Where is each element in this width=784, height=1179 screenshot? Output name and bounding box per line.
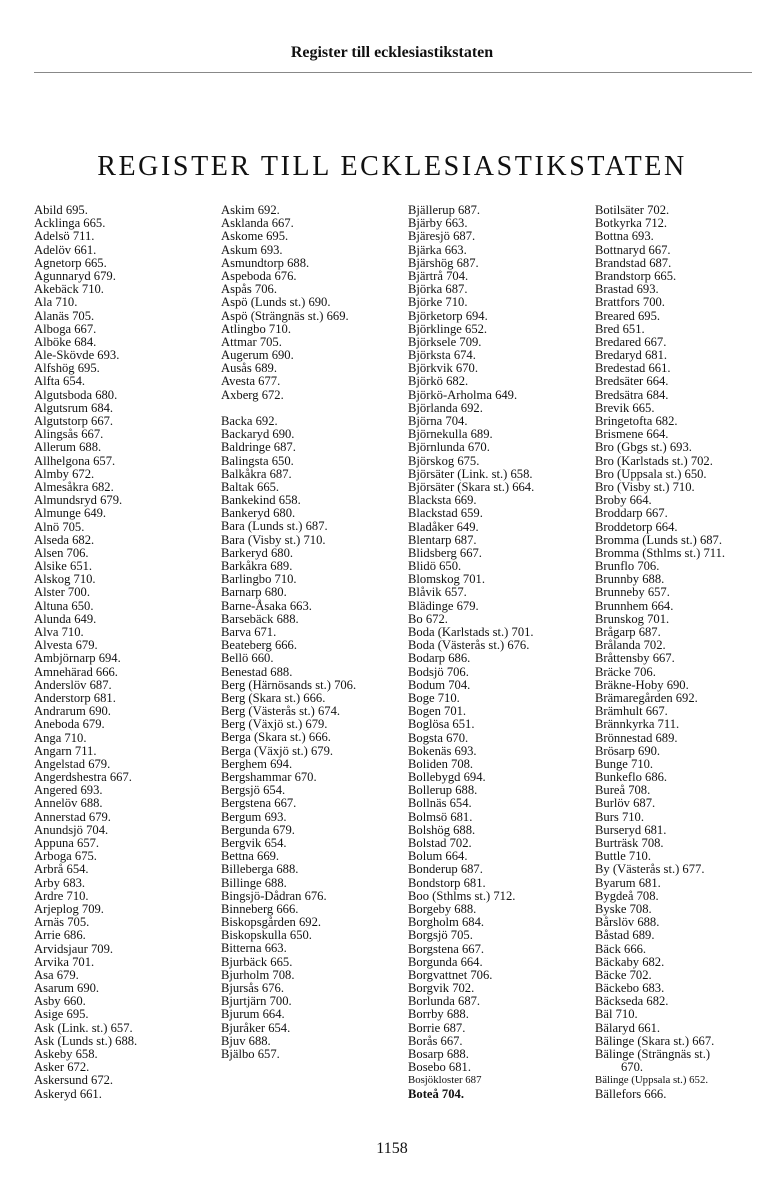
- index-entry: Almundsryd 679.: [34, 493, 123, 508]
- index-entry: Alseda 682.: [34, 532, 95, 547]
- index-entry: Björklinge 652.: [408, 321, 488, 336]
- index-entry: Beateberg 666.: [221, 638, 298, 653]
- index-entry: Burseryd 681.: [595, 822, 667, 837]
- index-entry: Bälinge (Uppsala st.) 652.: [595, 1074, 709, 1087]
- index-entry: Blädinge 679.: [408, 598, 479, 613]
- index-entry: Boge 710.: [408, 690, 460, 705]
- index-entry: Björka 687.: [408, 282, 468, 297]
- index-entry: Askim 692.: [221, 203, 280, 217]
- index-entry: Berg (Västerås st.) 674.: [221, 704, 341, 719]
- index-entry: Bingsjö-Dådran 676.: [221, 888, 327, 903]
- index-entry: Alböke 684.: [34, 334, 97, 349]
- index-entry: Borgsjö 705.: [408, 928, 473, 943]
- index-entry: Boliden 708.: [408, 756, 474, 771]
- index-entry: Bolum 664.: [408, 849, 468, 864]
- index-entry: Björnekulla 689.: [408, 427, 493, 442]
- index-entry: Bro (Visby st.) 710.: [595, 479, 695, 494]
- index-entry: Bjärtrå 704.: [408, 268, 469, 283]
- index-entry: Arby 683.: [34, 875, 86, 890]
- index-entry: Angelstad 679.: [34, 756, 111, 771]
- index-entry: Blidsberg 667.: [408, 545, 482, 560]
- index-entry: Baltak 665.: [221, 479, 280, 494]
- index-entry: Bälinge (Strängnäs st.): [595, 1047, 711, 1061]
- index-entry: Bjällerup 687.: [408, 203, 481, 217]
- index-entry: Bonderup 687.: [408, 862, 483, 877]
- index-column-4: [595, 204, 725, 1101]
- index-entry: Bergsjö 654.: [221, 783, 286, 798]
- index-entry: Brålanda 702.: [595, 638, 666, 653]
- index-entry: Bo 672.: [408, 611, 448, 626]
- index-entry: Barne-Åsaka 663.: [221, 598, 312, 613]
- index-entry: Björsäter (Link. st.) 658.: [408, 466, 533, 481]
- index-entry: Brandstad 687.: [595, 255, 672, 270]
- index-entry: Attmar 705.: [221, 334, 282, 349]
- index-entry: Baldringe 687.: [221, 440, 296, 455]
- index-entry: Angarn 711.: [34, 743, 97, 758]
- index-entry: Bara (Visby st.) 710.: [221, 532, 326, 547]
- index-entry: Bygdeå 708.: [595, 888, 659, 903]
- index-entry: Berg (Växjö st.) 679.: [221, 717, 328, 732]
- index-entry: Askum 693.: [221, 242, 283, 257]
- index-entry: Billinge 688.: [221, 875, 287, 890]
- index-entry: Bankekind 658.: [221, 493, 301, 508]
- index-entry: Axberg 672.: [221, 387, 284, 402]
- index-entry: Asarum 690.: [34, 981, 100, 996]
- index-entry: Berghem 694.: [221, 756, 293, 771]
- index-entry: Bergshammar 670.: [221, 770, 317, 785]
- index-entry: Björsäter (Skara st.) 664.: [408, 479, 535, 494]
- index-entry: Borås 667.: [408, 1033, 463, 1048]
- index-entry: Botilsäter 702.: [595, 203, 670, 217]
- index-entry: Bjuråker 654.: [221, 1020, 291, 1035]
- index-entry: Bottnaryd 667.: [595, 242, 671, 257]
- index-entry: Bräcke 706.: [595, 664, 656, 679]
- index-entry: Brunnby 688.: [595, 572, 665, 587]
- index-entry: Backaryd 690.: [221, 427, 295, 442]
- index-entry: Billeberga 688.: [221, 862, 299, 877]
- index-entry: Borgeby 688.: [408, 901, 477, 916]
- index-entry: Bräkne-Hoby 690.: [595, 677, 689, 692]
- index-entry: Bjurtjärn 700.: [221, 994, 292, 1009]
- index-entry: Bäck 666.: [595, 941, 647, 956]
- index-entry: Alva 710.: [34, 625, 84, 639]
- index-entry: Bondstorp 681.: [408, 875, 486, 890]
- index-entry: Bred 651.: [595, 321, 645, 336]
- index-entry: Burs 710.: [595, 809, 644, 824]
- index-entry: Bottna 693.: [595, 229, 654, 244]
- index-entry: Ala 710.: [34, 295, 78, 310]
- index-entry: Bunkeflo 686.: [595, 770, 668, 785]
- index-entry: Bankeryd 680.: [221, 506, 296, 521]
- index-entry: Byske 708.: [595, 901, 652, 916]
- index-entry: Aneboda 679.: [34, 717, 105, 732]
- index-entry: Berg (Skara st.) 666.: [221, 690, 326, 705]
- index-entry: Bjuv 688.: [221, 1033, 271, 1048]
- index-entry: Burlöv 687.: [595, 796, 656, 811]
- index-entry: Brismene 664.: [595, 427, 669, 442]
- index-entry: Adelöv 661.: [34, 242, 97, 257]
- index-entry: Bjärby 663.: [408, 216, 468, 231]
- index-entry: Aspeboda 676.: [221, 268, 297, 283]
- running-head: Register till ecklesiastikstaten: [290, 44, 494, 61]
- index-entry: Ask (Link. st.) 657.: [34, 1020, 133, 1035]
- index-entry: Bolstad 702.: [408, 836, 472, 850]
- index-entry: Bjurbäck 665.: [221, 954, 293, 969]
- index-column-1: [34, 204, 137, 1101]
- index-entry: Bollebygd 694.: [408, 770, 486, 785]
- header-rule: [34, 72, 752, 73]
- index-entry: Bladåker 649.: [408, 519, 479, 534]
- index-entry: Alsike 651.: [34, 559, 93, 574]
- index-entry: Askeby 658.: [34, 1047, 98, 1061]
- index-column-2: [221, 204, 356, 1061]
- index-entry: Asker 672.: [34, 1060, 90, 1075]
- index-entry: Boteå 704.: [408, 1086, 464, 1101]
- index-entry: Appuna 657.: [34, 836, 100, 850]
- index-entry: Almesåkra 682.: [34, 479, 114, 494]
- index-entry: Bergunda 679.: [221, 822, 295, 837]
- index-entry: Bredared 667.: [595, 334, 667, 349]
- index-entry: Brandstorp 665.: [595, 268, 677, 283]
- index-entry: Bunge 710.: [595, 756, 654, 771]
- index-entry: Björksta 674.: [408, 348, 476, 363]
- index-entry: Anderstorp 681.: [34, 690, 116, 705]
- index-entry: Alfshög 695.: [34, 361, 100, 376]
- index-entry: Bollerup 688.: [408, 783, 478, 798]
- index-entry: Bäckaby 682.: [595, 954, 665, 969]
- index-entry: Barkåkra 689.: [221, 559, 293, 574]
- index-entry: Binneberg 666.: [221, 901, 299, 916]
- index-entry: Blentarp 687.: [408, 532, 477, 547]
- index-entry: Arvidsjaur 709.: [34, 941, 114, 956]
- index-entry: Algutsboda 680.: [34, 387, 118, 402]
- index-entry: Blomskog 701.: [408, 572, 485, 587]
- index-entry: Agunnaryd 679.: [34, 268, 116, 283]
- index-entry: Björksele 709.: [408, 334, 482, 349]
- index-entry: Alnö 705.: [34, 519, 85, 534]
- index-entry: Brunneby 657.: [595, 585, 670, 600]
- index-entry: Bällefors 666.: [595, 1086, 667, 1101]
- index-entry: Bjärshög 687.: [408, 255, 479, 270]
- index-entry: Ambjörnarp 694.: [34, 651, 121, 666]
- index-entry: Arbrå 654.: [34, 862, 89, 877]
- index-entry: Akebäck 710.: [34, 282, 104, 297]
- index-entry: Blidö 650.: [408, 559, 462, 574]
- index-entry: Bjälbo 657.: [221, 1046, 280, 1061]
- index-entry: Blackstad 659.: [408, 506, 483, 521]
- index-entry: Borrie 687.: [408, 1020, 466, 1035]
- index-entry: Bredestad 661.: [595, 361, 671, 376]
- index-entry: Ausås 689.: [221, 361, 277, 376]
- index-entry: Anderslöv 687.: [34, 677, 112, 692]
- index-entry: Biskopskulla 650.: [221, 928, 312, 943]
- index-entry: Arboga 675.: [34, 849, 97, 864]
- index-entry: Ardre 710.: [34, 888, 89, 903]
- index-entry: Askeryd 661.: [34, 1086, 102, 1101]
- index-entry: Amnehärad 666.: [34, 664, 118, 679]
- index-entry: Anundsjö 704.: [34, 822, 109, 837]
- index-column-3: [408, 204, 534, 1101]
- index-entry: Björkö 682.: [408, 374, 469, 389]
- index-entry: Bollnäs 654.: [408, 796, 472, 811]
- index-entry: Bälinge (Skara st.) 667.: [595, 1033, 715, 1048]
- index-entry: Bosjökloster 687: [408, 1074, 482, 1087]
- index-entry: Bosebo 681.: [408, 1060, 471, 1075]
- index-entry: Agnetorp 665.: [34, 255, 107, 270]
- index-entry: Bodsjö 706.: [408, 664, 469, 679]
- index-entry: Breared 695.: [595, 308, 661, 323]
- index-entry: Borlunda 687.: [408, 994, 481, 1009]
- index-entry: Barsebäck 688.: [221, 611, 299, 626]
- index-entry: Bromma (Sthlms st.) 711.: [595, 545, 726, 560]
- index-entry: Anga 710.: [34, 730, 87, 745]
- index-entry: Angerdshestra 667.: [34, 770, 132, 785]
- index-entry: Brevik 665.: [595, 400, 655, 415]
- index-entry: Brännkyrka 711.: [595, 717, 680, 732]
- index-entry: Atlingbo 710.: [221, 321, 291, 336]
- index-entry: Altuna 650.: [34, 598, 94, 613]
- index-entry: Algutsrum 684.: [34, 400, 114, 415]
- index-entry: Broby 664.: [595, 493, 652, 508]
- index-entry: Björke 710.: [408, 295, 468, 310]
- index-entry: Alsen 706.: [34, 545, 89, 560]
- page-title: REGISTER TILL ECKLESIASTIKSTATEN: [97, 151, 687, 182]
- index-entry: Bro (Uppsala st.) 650.: [595, 466, 707, 481]
- index-entry: Bromma (Lunds st.) 687.: [595, 532, 722, 547]
- index-entry: Bogen 701.: [408, 704, 467, 719]
- index-entry: Bara (Lunds st.) 687.: [221, 519, 328, 534]
- index-entry: Arnäs 705.: [34, 915, 90, 930]
- index-entry: Bro (Gbgs st.) 693.: [595, 440, 692, 455]
- index-entry: Brunflo 706.: [595, 559, 660, 574]
- index-entry: Augerum 690.: [221, 348, 294, 363]
- index-entry: Asige 695.: [34, 1007, 89, 1022]
- index-entry: Bitterna 663.: [221, 941, 287, 956]
- index-entry: Barva 671.: [221, 624, 277, 639]
- index-entry: Botkyrka 712.: [595, 216, 668, 231]
- index-entry: Alskog 710.: [34, 572, 96, 587]
- index-entry: Brågarp 687.: [595, 625, 661, 639]
- index-entry: Annerstad 679.: [34, 809, 111, 824]
- index-entry: Askome 695.: [221, 229, 289, 244]
- index-entry: Bodum 704.: [408, 677, 471, 692]
- index-entry: Boda (Karlstads st.) 701.: [408, 625, 534, 639]
- index-entry: Balingsta 650.: [221, 453, 294, 468]
- index-entry: Bårslöv 688.: [595, 915, 660, 930]
- index-entry: Bjurum 664.: [221, 1007, 285, 1022]
- index-entry: Bredaryd 681.: [595, 348, 668, 363]
- index-entry: Borgvattnet 706.: [408, 967, 493, 982]
- index-entry: Alboga 667.: [34, 321, 97, 336]
- index-entry: Byarum 681.: [595, 875, 661, 890]
- index-entry: Björkö-Arholma 649.: [408, 387, 518, 402]
- index-entry: Arrie 686.: [34, 928, 86, 943]
- index-entry: Berg (Härnösands st.) 706.: [221, 677, 357, 692]
- index-entry: Boo (Sthlms st.) 712.: [408, 888, 516, 903]
- index-entry: Borgunda 664.: [408, 954, 483, 969]
- index-entry: Brunskog 701.: [595, 611, 670, 626]
- index-entry: Bjursås 676.: [221, 981, 284, 996]
- index-entry: Algutstorp 667.: [34, 414, 114, 428]
- index-entry: Arjeplog 709.: [34, 901, 104, 916]
- index-entry: Brösarp 690.: [595, 743, 661, 758]
- index-entry: Boglösa 651.: [408, 717, 475, 732]
- index-entry: Abild 695.: [34, 203, 88, 217]
- index-entry: Alingsås 667.: [34, 427, 104, 442]
- index-entry: Annelöv 688.: [34, 796, 103, 811]
- index-entry: Bäcke 702.: [595, 967, 652, 982]
- index-entry: Asklanda 667.: [221, 216, 294, 231]
- index-entry: Alunda 649.: [34, 611, 97, 626]
- index-entry: Barkeryd 680.: [221, 545, 294, 560]
- index-entry: Broddarp 667.: [595, 506, 668, 521]
- index-entry: Borrby 688.: [408, 1007, 469, 1022]
- index-entry: Acklinga 665.: [34, 216, 106, 231]
- index-entry: Boda (Västerås st.) 676.: [408, 638, 530, 653]
- index-entry: Bälaryd 661.: [595, 1020, 661, 1035]
- index-entry: Björskog 675.: [408, 453, 480, 468]
- index-entry: Backa 692.: [221, 413, 278, 428]
- index-entry: Blåvik 657.: [408, 585, 467, 600]
- index-entry: Bogsta 670.: [408, 730, 469, 745]
- index-entry: Ale-Skövde 693.: [34, 348, 120, 363]
- index-entry: Brattfors 700.: [595, 295, 665, 310]
- index-entry: Bergstena 667.: [221, 796, 297, 811]
- index-entry: Allhelgona 657.: [34, 453, 116, 468]
- index-entry: Biskopsgården 692.: [221, 915, 322, 930]
- index-entry: Balkåkra 687.: [221, 466, 292, 481]
- index-entry: Brämhult 667.: [595, 704, 668, 719]
- index-entry: Askersund 672.: [34, 1073, 114, 1088]
- index-entry: Asmundtorp 688.: [221, 255, 310, 270]
- index-entry: Angered 693.: [34, 783, 103, 798]
- index-entry: Berga (Växjö st.) 679.: [221, 743, 334, 758]
- index-entry: Avesta 677.: [221, 374, 281, 389]
- index-entry: Bråttensby 667.: [595, 651, 675, 666]
- index-entry: Brunnhem 664.: [595, 598, 674, 613]
- index-entry: Alanäs 705.: [34, 308, 95, 323]
- index-entry: Bellö 660.: [221, 651, 274, 666]
- index-entry: Båstad 689.: [595, 928, 655, 943]
- index-entry: Brönnestad 689.: [595, 730, 678, 745]
- index-entry: Bjärka 663.: [408, 242, 467, 257]
- index-entry: Bokenäs 693.: [408, 743, 477, 758]
- index-entry: Bergvik 654.: [221, 835, 287, 850]
- index-entry: Buttle 710.: [595, 849, 651, 864]
- index-entry: Bro (Karlstads st.) 702.: [595, 453, 713, 468]
- index-entry: Aspås 706.: [221, 282, 277, 297]
- index-entry: Bjäresjö 687.: [408, 229, 476, 244]
- index-entry: Andrarum 690.: [34, 704, 111, 719]
- index-entry: Asby 660.: [34, 994, 86, 1009]
- index-entry: Bredsätra 684.: [595, 387, 669, 402]
- index-entry: Björketorp 694.: [408, 308, 488, 323]
- index-entry: Burträsk 708.: [595, 836, 664, 850]
- index-entry: Björna 704.: [408, 414, 468, 428]
- index-entry: Ask (Lunds st.) 688.: [34, 1033, 138, 1048]
- index-entry: Bettna 669.: [221, 849, 280, 864]
- index-entry: By (Västerås st.) 677.: [595, 862, 705, 877]
- index-entry: Bäckebo 683.: [595, 981, 665, 996]
- index-entry: Bäl 710.: [595, 1007, 638, 1022]
- index-entry: Asa 679.: [34, 967, 79, 982]
- index-entry: Bosarp 688.: [408, 1047, 469, 1061]
- index-entry: Bolmsö 681.: [408, 809, 473, 824]
- index-entry: Bolshög 688.: [408, 822, 476, 837]
- index-entry: Benestad 688.: [221, 664, 293, 679]
- index-entry: Almby 672.: [34, 466, 95, 481]
- index-entry: Björnlunda 670.: [408, 440, 490, 455]
- index-entry: Björlanda 692.: [408, 400, 483, 415]
- index-entry: Berga (Skara st.) 666.: [221, 730, 331, 745]
- index-entry: Barlingbo 710.: [221, 572, 297, 587]
- index-entry: Aspö (Strängnäs st.) 669.: [221, 308, 349, 323]
- index-entry: Alster 700.: [34, 585, 90, 600]
- index-entry: Barnarp 680.: [221, 585, 287, 600]
- index-entry: Bredsäter 664.: [595, 374, 669, 389]
- index-entry: Alvesta 679.: [34, 638, 98, 653]
- index-entry: Bjurholm 708.: [221, 967, 295, 982]
- index-entry: Borgholm 684.: [408, 915, 485, 930]
- index-entry: Blacksta 669.: [408, 493, 477, 508]
- index-entry: Bodarp 686.: [408, 651, 471, 666]
- index-entry: Borgstena 667.: [408, 941, 485, 956]
- index-entry: Björkvik 670.: [408, 361, 478, 376]
- index-entry: Alfta 654.: [34, 374, 86, 389]
- index-entry: Brämaregården 692.: [595, 690, 698, 705]
- index-entry: Broddetorp 664.: [595, 519, 678, 534]
- index-entry: Adelsö 711.: [34, 229, 95, 244]
- index-entry: Bringetofta 682.: [595, 414, 678, 428]
- index-entry: Bureå 708.: [595, 783, 651, 798]
- index-entry: Bergum 693.: [221, 809, 287, 824]
- index-entry: Bäckseda 682.: [595, 994, 669, 1009]
- index-entry: Allerum 688.: [34, 440, 102, 455]
- index-entry: Aspö (Lunds st.) 690.: [221, 295, 331, 310]
- index-entry: 670.: [621, 1060, 644, 1075]
- index-entry: Almunge 649.: [34, 506, 107, 521]
- index-entry: Brastad 693.: [595, 282, 659, 297]
- page-number: 1158: [376, 1140, 408, 1157]
- index-entry: Borgvik 702.: [408, 981, 475, 996]
- index-entry: Arvika 701.: [34, 954, 95, 969]
